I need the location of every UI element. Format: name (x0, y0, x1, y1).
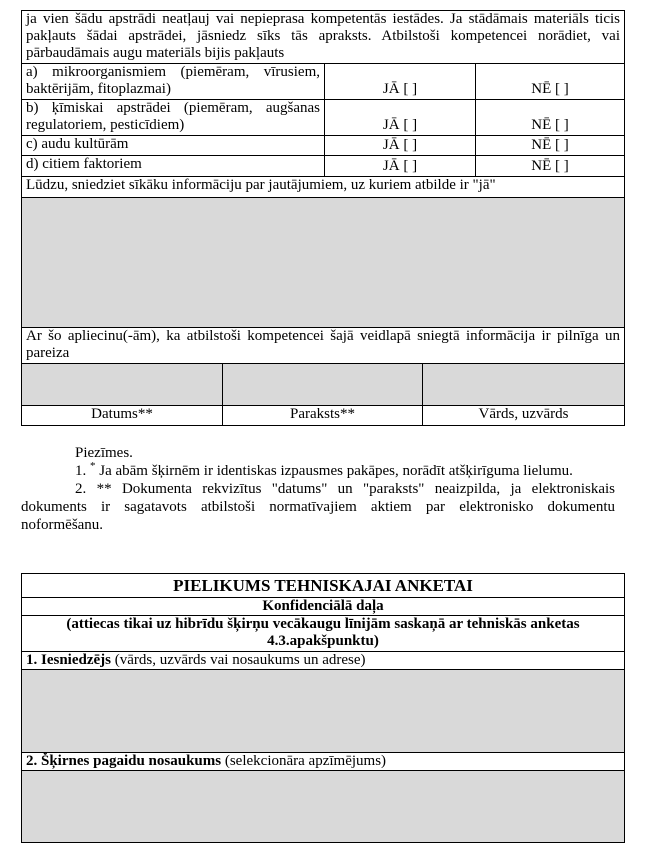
yes-checkbox[interactable]: JĀ [ ] (324, 64, 475, 99)
details-prompt: Lūdzu, sniedziet sīkāku informāciju par jautājumiem, uz kuriem atbilde ir "jā" (26, 177, 496, 193)
details-input[interactable] (22, 198, 624, 328)
applicant-label-row (22, 652, 624, 670)
treatment-row-b (22, 100, 624, 136)
treatment-row-d (22, 156, 624, 177)
signature-fields-row (22, 364, 624, 406)
annex-scope-row (22, 616, 624, 652)
annex-table (21, 573, 625, 843)
no-checkbox[interactable]: NĒ [ ] (475, 64, 624, 99)
variety-name-label (22, 753, 624, 770)
applicant-input[interactable] (22, 670, 624, 753)
variety-name-label-hint: (selekcionāra apzīmējums) (221, 753, 387, 769)
yes-checkbox[interactable]: JĀ [ ] (324, 156, 475, 176)
declaration-text: Ar šo apliecinu(-ām), ka atbilstoši kompetencei šajā veidlapā sniegtā informācija ir pilnīga un pareiza (26, 328, 620, 361)
intro-row (22, 11, 624, 64)
treatment-label: b) ķīmiskai apstrādei (piemēram, augšanas regulatoriem, pesticīdiem) (26, 100, 320, 133)
signature-labels-row (22, 406, 624, 425)
variety-name-label-row (22, 753, 624, 771)
signature-label: Paraksts** (222, 406, 422, 425)
name-input[interactable] (422, 364, 624, 405)
notes-title: Piezīmes. (75, 445, 133, 461)
notes (21, 444, 615, 534)
note-1-text: Ja abām šķirnēm ir identiskas izpausmes pakāpes, norādīt atšķirīguma lielumu. (95, 463, 573, 479)
note-1-number: 1. (75, 463, 87, 479)
annex-subtitle-row (22, 598, 624, 616)
note-2: 2. ** Dokumenta rekvizītus "datums" un "paraksts" neaizpilda, ja elektroniskais dokuments ir sagatavots atbilstoši normatīvajiem aktiem par elektronisko dokumentu noformēšanu. (21, 481, 615, 533)
signature-input[interactable] (222, 364, 422, 405)
declaration-row (22, 328, 624, 364)
date-label: Datums** (91, 406, 153, 422)
yes-checkbox[interactable]: JĀ [ ] (324, 100, 475, 135)
variety-name-input[interactable] (22, 771, 624, 842)
date-input[interactable] (22, 364, 222, 405)
treatment-table (21, 10, 625, 426)
intro-text: ja vien šādu apstrādi neatļauj vai nepieprasa kompetentās iestādes. Ja stādāmais materiāls ticis pakļauts šādai apstrādei, jāsniedz sīks tās apraksts. Atbilstoši kompetencei norādiet, vai pārbaudāmais augu materiāls bijis pakļauts (26, 11, 620, 61)
applicant-label-bold: 1. Iesniedzējs (26, 652, 111, 668)
note-1 (21, 462, 615, 480)
treatment-label: d) citiem faktoriem (26, 156, 142, 172)
applicant-label-hint: (vārds, uzvārds vai nosaukums un adrese) (111, 652, 366, 668)
annex-title-row (22, 574, 624, 598)
treatment-row-a (22, 64, 624, 100)
annex-title: PIELIKUMS TEHNISKAJAI ANKETAI (173, 576, 473, 595)
note-1-mark: * (90, 460, 96, 472)
yes-checkbox[interactable]: JĀ [ ] (324, 136, 475, 155)
treatment-label: c) audu kultūrām (26, 136, 129, 152)
no-checkbox[interactable]: NĒ [ ] (475, 100, 624, 135)
treatment-label: a) mikroorganismiem (piemēram, vīrusiem, baktērijām, fitoplazmai) (26, 64, 320, 97)
treatment-row-c (22, 136, 624, 156)
no-checkbox[interactable]: NĒ [ ] (475, 136, 624, 155)
applicant-label (22, 652, 624, 669)
details-prompt-row (22, 177, 624, 198)
variety-name-label-bold: 2. Šķirnes pagaidu nosaukums (26, 753, 222, 769)
annex-scope: (attiecas tikai uz hibrīdu šķirņu vecākaugu līnijām saskaņā ar tehniskās anketas 4.3.apakšpunktu) (66, 616, 580, 649)
name-label: Vārds, uzvārds (422, 406, 624, 425)
no-checkbox[interactable]: NĒ [ ] (475, 156, 624, 176)
annex-subtitle: Konfidenciālā daļa (262, 598, 384, 614)
